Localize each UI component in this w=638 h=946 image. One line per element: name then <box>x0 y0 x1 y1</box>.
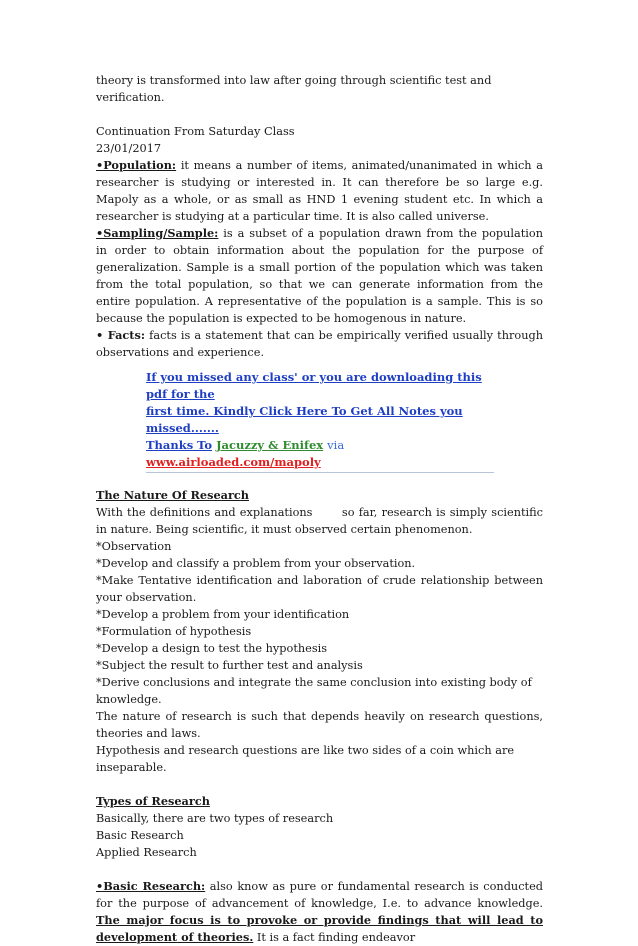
nature-list-item: *Observation <box>96 540 172 553</box>
continuation-heading: Continuation From Saturday Class <box>96 125 295 138</box>
facts-term: • Facts: <box>96 328 146 342</box>
promo-link-line1[interactable]: If you missed any class' or you are downloading this pdf for the <box>146 370 482 401</box>
nature-paragraph-2: The nature of research is such that depends heavily on research questions, theories and laws. <box>96 710 543 740</box>
types-item-basic: Basic Research <box>96 829 184 842</box>
date-line: 23/01/2017 <box>96 142 162 155</box>
sampling-term: •Sampling/Sample: <box>96 226 219 240</box>
population-paragraph <box>96 157 543 225</box>
promo-link-line2[interactable]: first time. Kindly Click Here To Get All Notes you missed....... <box>146 404 463 435</box>
nature-list-item: *Derive conclusions and integrate the same conclusion into existing body of knowledge. <box>96 676 532 706</box>
basic-text-1: also know as pure or fundamental research is conducted for the purpose of advancement of knowledge, I.e. to advance knowledge. <box>96 880 543 910</box>
types-intro: Basically, there are two types of research <box>96 812 334 825</box>
nature-list-item: *Subject the result to further test and analysis <box>96 659 363 672</box>
basic-text-2: It is a fact finding endeavor <box>253 931 416 944</box>
basic-research-paragraph <box>96 878 543 946</box>
nature-list-item: *Develop a problem from your identification <box>96 608 350 621</box>
population-text: it means a number of items, animated/unanimated in which a researcher is studying or interested in. It can therefore be so large e.g. Mapoly as a whole, or as small as HND 1 evening student etc. In which a researcher is studying at a particular time. It is also called universe. <box>96 159 543 223</box>
basic-bold-text: The major focus is to provoke or provide findings that will lead to development of theories. <box>96 913 543 944</box>
basic-term: •Basic Research: <box>96 879 206 893</box>
promo-thanks[interactable]: Thanks To <box>146 438 213 452</box>
types-item-applied: Applied Research <box>96 846 197 859</box>
nature-heading: The Nature Of Research <box>96 488 250 502</box>
facts-paragraph <box>96 327 543 361</box>
nature-list-item: *Make Tentative identification and laboration of crude relationship between your observation. <box>96 574 543 604</box>
nature-list-item: *Develop a design to test the hypothesis <box>96 642 328 655</box>
nature-paragraph-3: Hypothesis and research questions are like two sides of a coin which are inseparable. <box>96 744 515 774</box>
promo-via: via <box>327 438 345 452</box>
promo-url-link[interactable]: www.airloaded.com/mapoly <box>146 455 321 469</box>
sampling-text: is a subset of a population drawn from the population in order to obtain information about the population for the purpose of generalization. Sample is a small portion of the population which was taken from the total population, so that we can generate information from the entire population. A representative of the population is a sample. This is so because the population is expected to be homogenous in nature. <box>96 227 543 325</box>
document-page <box>96 72 547 946</box>
nature-list-item: *Formulation of hypothesis <box>96 625 252 638</box>
promo-box <box>146 369 494 473</box>
facts-text: facts is a statement that can be empirically verified usually through observations and experience. <box>96 329 543 359</box>
intro-line: theory is transformed into law after going through scientific test and verification. <box>96 74 492 104</box>
types-heading: Types of Research <box>96 794 210 808</box>
nature-paragraph: With the definitions and explanations so far, research is simply scientific in nature. Being scientific, it must observed certain phenomenon. <box>96 506 547 536</box>
population-term: •Population: <box>96 158 177 172</box>
promo-names: Jacuzzy & Enifex <box>216 438 324 452</box>
nature-list-item: *Develop and classify a problem from your observation. <box>96 557 416 570</box>
sampling-paragraph <box>96 225 543 327</box>
